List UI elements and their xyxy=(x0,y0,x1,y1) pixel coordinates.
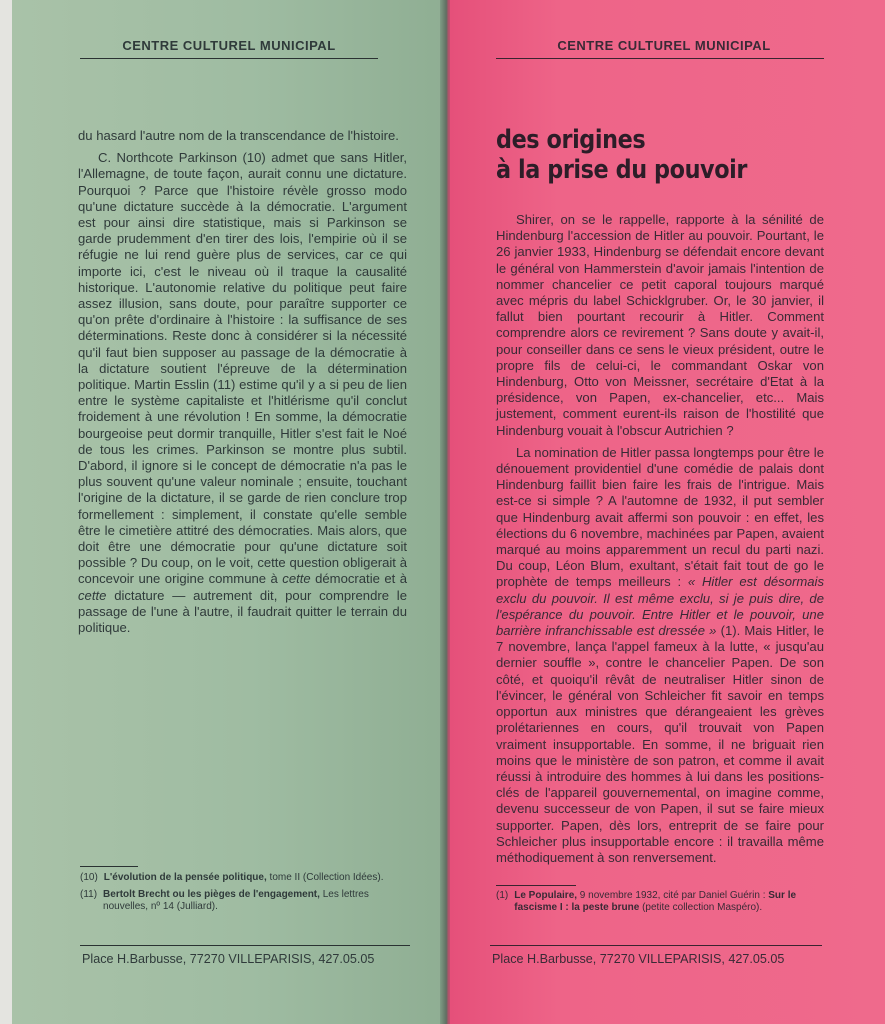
left-footnotes xyxy=(80,872,410,918)
title-line-1: des origines xyxy=(496,125,646,155)
right-header-rule xyxy=(496,58,824,59)
right-page xyxy=(450,0,885,1024)
left-page xyxy=(12,0,446,1024)
right-footer-address: Place H.Barbusse, 77270 VILLEPARISIS, 427.05.05 xyxy=(492,952,785,966)
footnote-11: (11) Bertolt Brecht ou les pièges de l'engagement, Les lettres nouvelles, nº 14 (Julliard). xyxy=(80,889,369,912)
left-page-header: CENTRE CULTUREL MUNICIPAL xyxy=(122,38,336,53)
right-footnote-rule xyxy=(496,885,576,886)
right-paragraph-1: Shirer, on se le rappelle, rapporte à la sénilité de Hindenburg l'accession de Hitler au pouvoir. Pourtant, le 26 janvier 1933, Hindenburg se défendait encore devant le général von Hammerstein d'avoir jamais l'intention de nommer chancelier ce petit caporal toujours marqué avec mépris du label Schicklgruber. Or, le 30 janvier, il fallut bien pourtant recourir à Hitler. Comment comprendre alors ce revirement ? Sans doute y avait-il, pour conseiller dans ce sens le vieux président, outre le propre fils de celui-ci, le commandant Oskar von Hindenburg, Otto von Meissner, secrétaire d'Etat à la présidence, von Papen, ex-chancelier, etc... Mais justement, comment eurent-ils raison de l'hostilité que Hindenburg vouait à l'obscur Autrichien ? xyxy=(496,212,824,438)
footnote-1: (1) Le Populaire, 9 novembre 1932, cité par Daniel Guérin : Sur le fascisme I : la peste brune (petite collection Maspéro). xyxy=(496,890,797,913)
left-footnote-rule xyxy=(80,866,138,867)
article-title xyxy=(496,125,747,185)
left-paragraph-2: C. Northcote Parkinson (10) admet que sans Hitler, l'Allemagne, de toute façon, aurait connu une dictature. Pourquoi ? Parce que l'histoire révèle grosso modo qu'une dictature succède à la démocratie. L'argument est pour ainsi dire statistique, mais si Parkinson se garde prudemment d'en tirer des lois, l'empirie où il se réfugie ne lui rend guère plus de services, car ce qui importe ici, c'est le niveau où il traque la causalité historique. L'autonomie relative du politique peut faire assez illusion, sans doute, pour paraître supporter ce qu'on prête d'ordinaire à l'histoire : la suffisance de ses déterminations. Reste donc à considérer si la nécessité qu'il faut bien supposer au passage de la démocratie à la dictature soutient l'épreuve de la détermination politique. Martin Esslin (11) estime qu'il y a si peu de lien entre le système capitaliste et l'hitlérisme qu'il conclut froidement à une révolution ! En somme, la démocratie bourgeoise peut dormir tranquille, Hitler s'est fait le Noé de tous les crimes. Parkinson se montre plus subtil. D'abord, il ignore si le concept de démocratie n'a pas le plus souvent qu'une valeur nominale ; ensuite, touchant l'origine de la dictature, il se garde de rien conclure trop formellement : simplement, il constate qu'elle semble être le cimetière attitré des démocraties. Mais alors, que doit être une démocratie pour qu'une dictature soit possible ? Du coup, on le voit, cette question obligerait à concevoir une origine commune à cette démocratie et à cette dictature — autrement dit, pour comprendre le passage de l'une à l'autre, il faudrait quitter le terrain du politique. xyxy=(78,150,408,636)
left-body-text xyxy=(78,128,407,636)
title-line-2: à la prise du pouvoir xyxy=(496,155,747,185)
left-header-rule xyxy=(80,58,378,59)
left-paragraph-1: du hasard l'autre nom de la transcendance de l'histoire. xyxy=(78,128,399,143)
right-footnotes xyxy=(496,890,826,919)
left-footer-address: Place H.Barbusse, 77270 VILLEPARISIS, 427.05.05 xyxy=(82,952,375,966)
right-footer-rule xyxy=(490,945,822,946)
footnote-10: (10) L'évolution de la pensée politique, tome II (Collection Idées). xyxy=(80,872,384,883)
right-page-header: CENTRE CULTUREL MUNICIPAL xyxy=(557,38,771,53)
right-paragraph-2: La nomination de Hitler passa longtemps pour être le dénouement providentiel d'une comédie de palais dont Hindenburg faillit bien faire les frais de l'intrigue. Mais est-ce si simple ? A l'automne de 1932, il put sembler que Hindenburg avait affermi son pouvoir : en effet, les élections du 6 novembre, machinées par Papen, avaient marqué au moins apparemment un recul du parti nazi. Du coup, Léon Blum, exultant, s'était fait tout de go le prophète de temps meilleurs : « Hitler est désormais exclu du pouvoir. Il est même exclu, si je puis dire, de l'espérance du pouvoir. Entre Hitler et le pouvoir, une barrière infranchissable est dressée » (1). Mais Hitler, le 7 novembre, lança l'appel fameux à la lutte, « jusqu'au dernier souffle », contre le chancelier Papen. De son côté, et quoiqu'il rêvât de neutraliser Hitler sinon de l'évincer, le général von Schleicher fit savoir en temps opportun aux ministres que dérangeaient les grèves prolétariennes en cours, qu'il trouvait von Papen vraiment insupportable. En somme, il ne briguait rien moins que le ministère de son patron, et comme il avait réussi à introduire des hommes à lui dans les positions-clés de l'appareil gouvernemental, on imagine comme, devenu successeur de von Papen, il sut se faire mieux supporter. Papen, dès lors, entreprit de se faire pour Schleicher plus insupportable encore : il travailla même méthodiquement à son renversement. xyxy=(496,444,824,865)
right-body-text xyxy=(496,212,824,866)
left-footer-rule xyxy=(80,945,410,946)
